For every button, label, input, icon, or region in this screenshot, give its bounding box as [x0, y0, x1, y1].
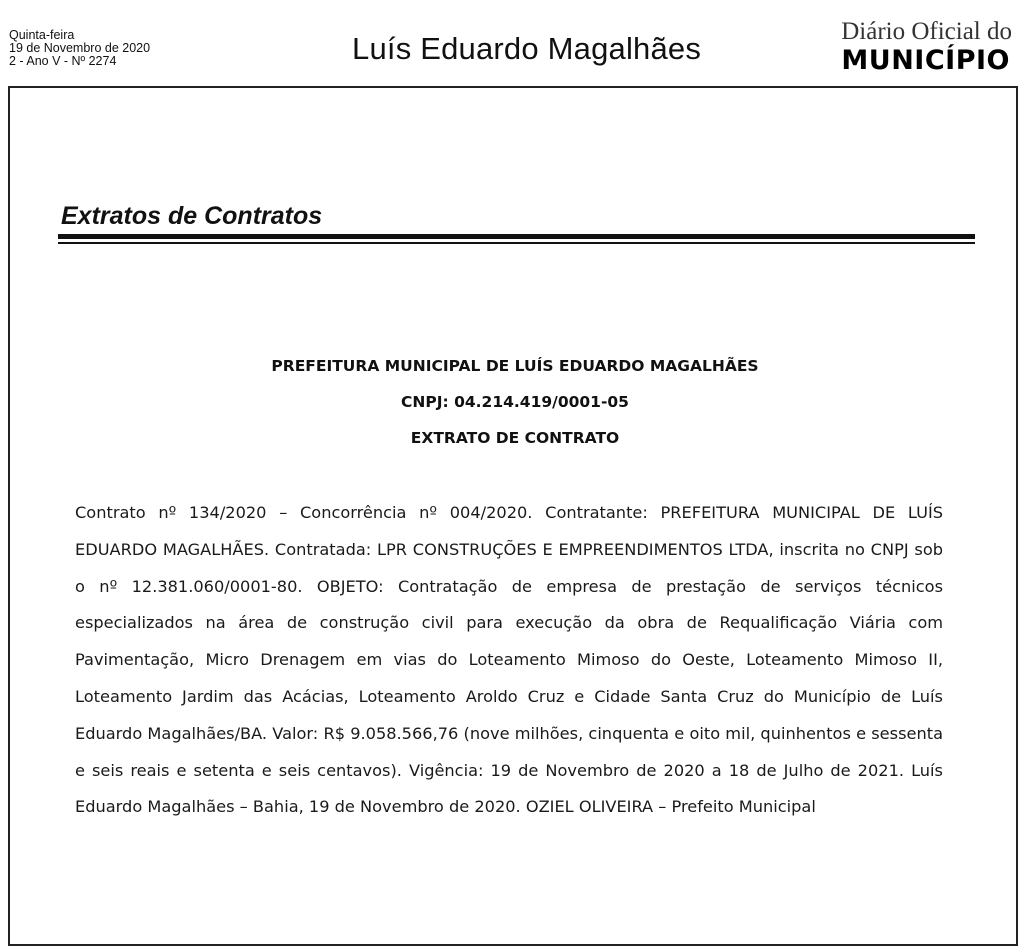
issue-weekday: Quinta-feira	[9, 28, 75, 42]
issue-edition: 2 - Ano V - Nº 2274	[9, 54, 117, 68]
diario-oficial-logo	[812, 18, 1012, 78]
page-header	[0, 0, 1024, 86]
section-rule-thin	[58, 242, 975, 244]
logo-bottom-text: MUNICÍPIO	[841, 45, 1010, 76]
contract-extract-body: Contrato nº 134/2020 – Concorrência nº 004/2020. Contratante: PREFEITURA MUNICIPAL DE LUÍS EDUARDO MAGALHÃES. Contratada: LPR CONSTRUÇÕES E EMPREENDIMENTOS LTDA, inscrita no CNPJ sob o nº 12.381.060/0001-80. OBJETO: Contratação de empresa de prestação de serviços técnicos especializados na área de construção civil para execução da obra de Requalificação Viária com Pavimentação, Micro Drenagem em vias do Loteamento Mimoso do Oeste, Loteamento Mimoso II, Loteamento Jardim das Acácias, Loteamento Aroldo Cruz e Cidade Santa Cruz do Município de Luís Eduardo Magalhães/BA. Valor: R$ 9.058.566,76 (nove milhões, cinquenta e oito mil, quinhentos e sessenta e seis reais e setenta e seis centavos). Vigência: 19 de Novembro de 2020 a 18 de Julho de 2021. Luís Eduardo Magalhães – Bahia, 19 de Novembro de 2020. OZIEL OLIVEIRA – Prefeito Municipal	[75, 503, 943, 817]
city-title: Luís Eduardo Magalhães	[352, 31, 702, 66]
document-heading-extrato: EXTRATO DE CONTRATO	[410, 429, 620, 447]
document-heading-prefeitura: PREFEITURA MUNICIPAL DE LUÍS EDUARDO MAGALHÃES	[271, 357, 759, 375]
section-title: Extratos de Contratos	[61, 202, 323, 230]
logo-top-text: Diário Oficial do	[841, 18, 1012, 45]
section-rule-thick	[58, 234, 975, 239]
document-heading-cnpj: CNPJ: 04.214.419/0001-05	[401, 393, 629, 411]
issue-info	[9, 29, 150, 68]
issue-date: 19 de Novembro de 2020	[9, 41, 151, 55]
